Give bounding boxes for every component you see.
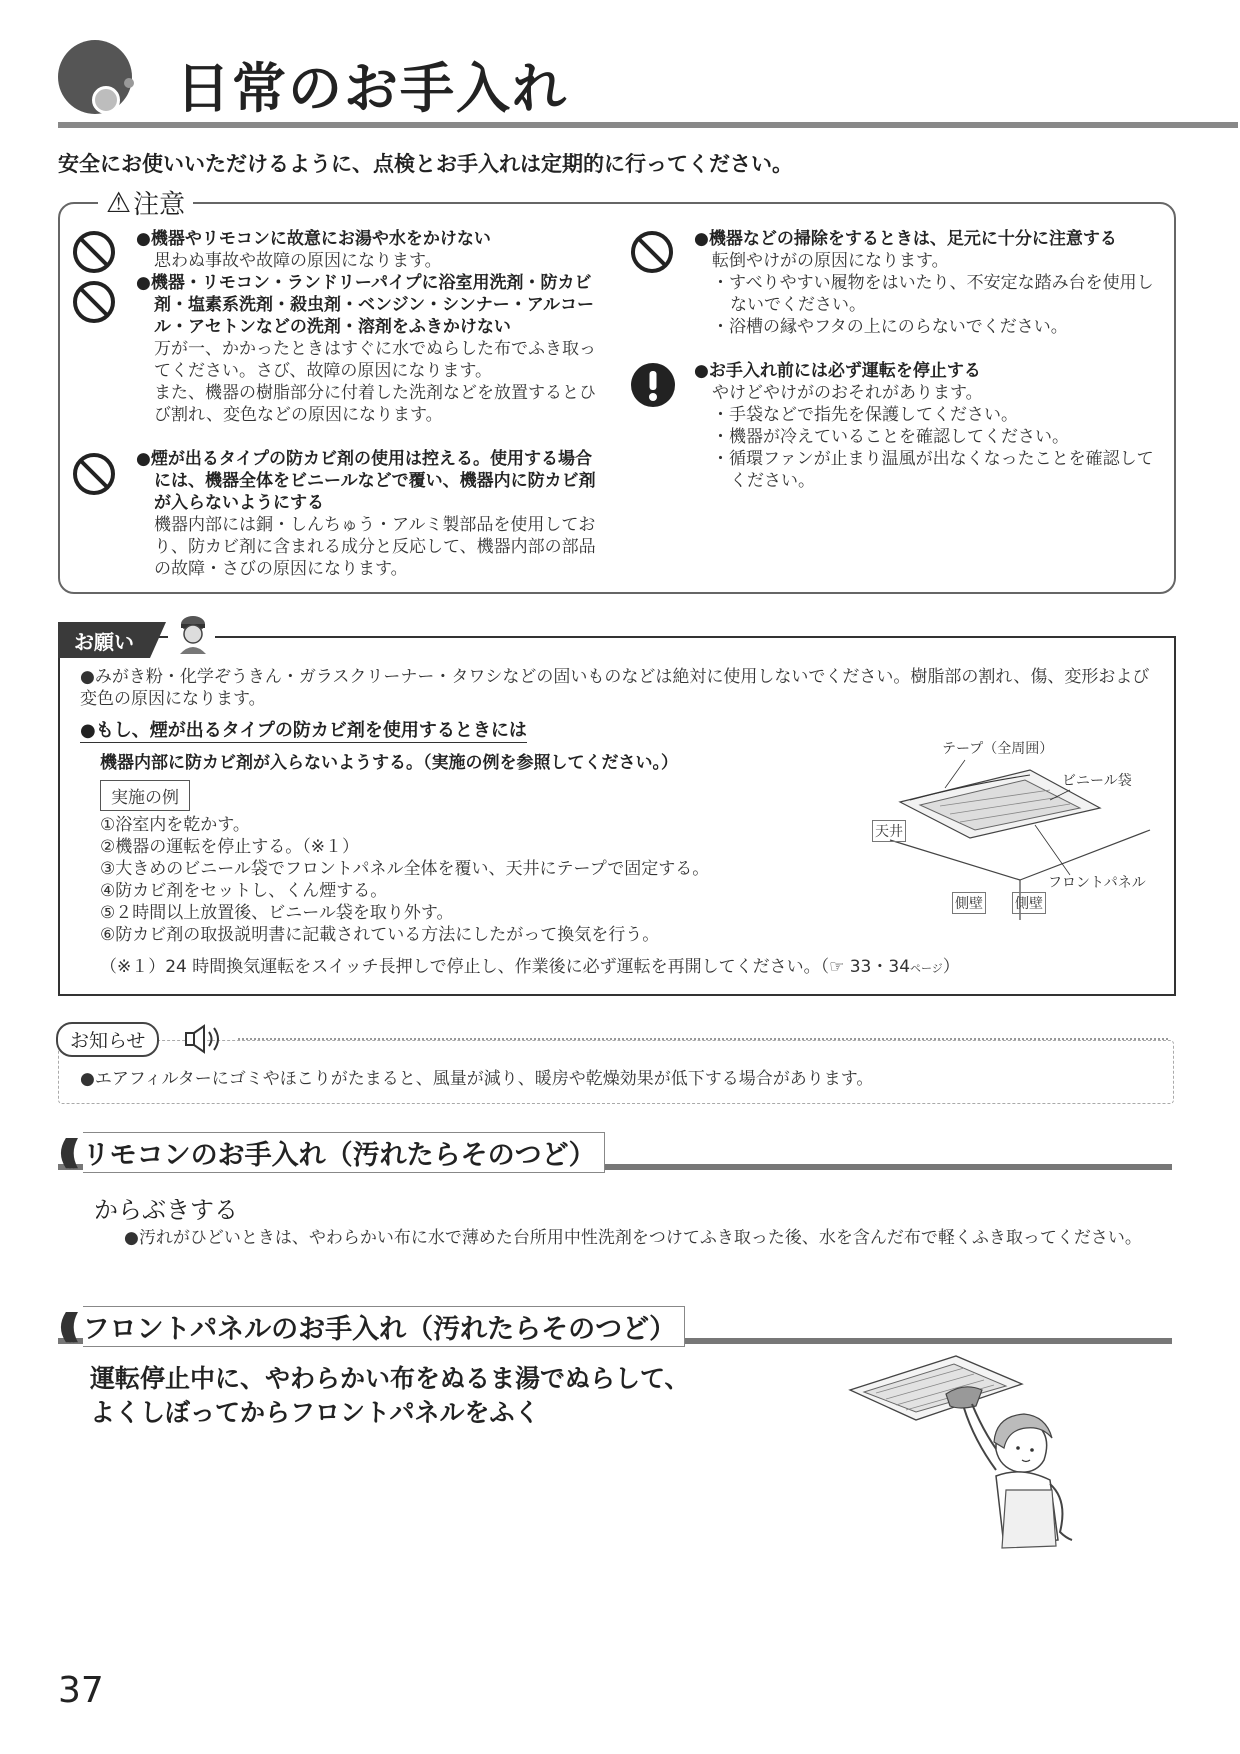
intro-text: 安全にお使いいただけるように、点検とお手入れは定期的に行ってください。 (58, 152, 793, 176)
remocon-section-title: リモコンのお手入れ（汚れたらそのつど） (83, 1132, 605, 1173)
request-item-1: ●みがき粉・化学ぞうきん・ガラスクリーナー・タワシなどの固いものなどは絶対に使用しないでください。樹脂部の割れ、傷、変形および変色の原因になります。 (80, 667, 1150, 709)
diagram-label-ceiling: 天井 (872, 820, 906, 842)
notice-dotted-rule (238, 1038, 1168, 1040)
caution-item-1: ● 機器やリモコンに故意にお湯や水をかけない 思わぬ事故や故障の原因になります。 (136, 228, 606, 272)
page-title: 日常のお手入れ (176, 57, 568, 120)
remocon-section-header (58, 1132, 605, 1173)
diagram-label-bag: ビニール袋 (1062, 773, 1132, 789)
notice-text: ●エアフィルターにゴミやほこりがたまると、風量が減り、暖房や乾燥効果が低下する場合があります。 (80, 1069, 874, 1089)
title-decoration-dot (92, 86, 120, 114)
remocon-subheading: からぶきする (94, 1196, 238, 1224)
panel-section-header (58, 1306, 685, 1347)
step-6: ⑥防カビ剤の取扱説明書に記載されている方法にしたがって換気を行う。 (100, 925, 660, 945)
speaker-icon (182, 1022, 226, 1056)
panel-section-title: フロントパネルのお手入れ（汚れたらそのつど） (83, 1306, 685, 1347)
step-1: ①浴室内を乾かす。 (100, 815, 250, 835)
prohibition-icon (72, 280, 116, 324)
warning-triangle-icon: ⚠ (106, 186, 132, 219)
prohibition-icon (72, 230, 116, 274)
mandatory-action-icon (630, 362, 676, 408)
example-steps (100, 814, 860, 946)
example-label: 実施の例 (100, 780, 190, 811)
diagram-label-wall-left: 側壁 (952, 892, 986, 914)
request-footnote: （※１）24 時間換気運転をスイッチ長押しで停止し、作業後に必ず運転を再開してください。（☞ 33・34ページ） (100, 957, 960, 977)
caution-item-3: ● 煙が出るタイプの防カビ剤の使用は控える。使用する場合には、機器全体をビニールなどで覆い、機器内に防カビ剤が入らないようにする 機器内部には銅・しんちゅう・アルミ製部品を使用しており、防カビ剤に含まれる成分と反応して、機器内部の部品の故障・さびの原因になります。 (136, 448, 606, 580)
diagram-label-panel: フロントパネル (1048, 875, 1146, 891)
step-4: ④防カビ剤をセットし、くん煙する。 (100, 881, 388, 901)
request-tab-flag (150, 622, 166, 658)
section-marks-icon: ((( (58, 1132, 69, 1173)
request-rule (215, 636, 1172, 638)
step-2: ②機器の運転を停止する。（※１） (100, 837, 359, 857)
title-rule (58, 122, 1238, 128)
caution-item-5: ● お手入れ前には必ず運転を停止する やけどやけがのおそれがあります。 ・手袋などで指先を保護してください。 ・機器が冷えていることを確認してください。 ・循環ファンが止まり温風が出なくなったことを確認してください。 (694, 360, 1164, 492)
prohibition-icon (72, 452, 116, 496)
caution-item-4: ● 機器などの掃除をするときは、足元に十分に注意する 転倒やけがの原因になります。 ・すべりやすい履物をはいたり、不安定な踏み台を使用しないでください。 ・浴槽の縁やフタの上にのらないでください。 (694, 228, 1164, 338)
page-number: 37 (58, 1670, 104, 1711)
step-5: ⑤２時間以上放置後、ビニール袋を取り外す。 (100, 903, 454, 923)
diagram-label-tape: テープ（全周囲） (942, 741, 1054, 757)
worker-icon (176, 614, 210, 654)
panel-instruction: 運転停止中に、やわらかい布をぬるま湯でぬらして、 よくしぼってからフロントパネルをふく (90, 1364, 690, 1427)
wiping-panel-illustration (846, 1350, 1096, 1570)
caution-title-text: 注意 (133, 190, 186, 220)
prohibition-icon (630, 230, 674, 274)
caution-title (98, 184, 193, 221)
request-item-2-sub: 機器内部に防カビ剤が入らないようする。（実施の例を参照してください。） (100, 753, 678, 773)
section-marks-icon: ((( (58, 1306, 69, 1347)
caution-item-2: ● 機器・リモコン・ランドリーパイプに浴室用洗剤・防カビ剤・塩素系洗剤・殺虫剤・ベンジン・シンナー・アルコール・アセトンなどの洗剤・溶剤をふきかけない 万が一、かかったときはすぐに水でぬらした布でふき取ってください。さび、故障の原因になります。 また、機器の樹脂部分に付着した洗剤などを放置するとひび割れ、変色などの原因になります。 (136, 272, 606, 426)
step-3: ③大きめのビニール袋でフロントパネル全体を覆い、天井にテープで固定する。 (100, 859, 710, 879)
notice-tab: お知らせ (56, 1022, 159, 1057)
remocon-note: ●汚れがひどいときは、やわらかい布に水で薄めた台所用中性洗剤をつけてふき取った後、水を含んだ布で軽くふき取ってください。 (124, 1228, 1142, 1248)
title-decoration-dot-small (124, 78, 134, 88)
request-tab: お願い (58, 622, 150, 658)
request-item-2-head: ●もし、煙が出るタイプの防カビ剤を使用するときには (80, 716, 527, 743)
diagram-label-wall-right: 側壁 (1012, 892, 1046, 914)
